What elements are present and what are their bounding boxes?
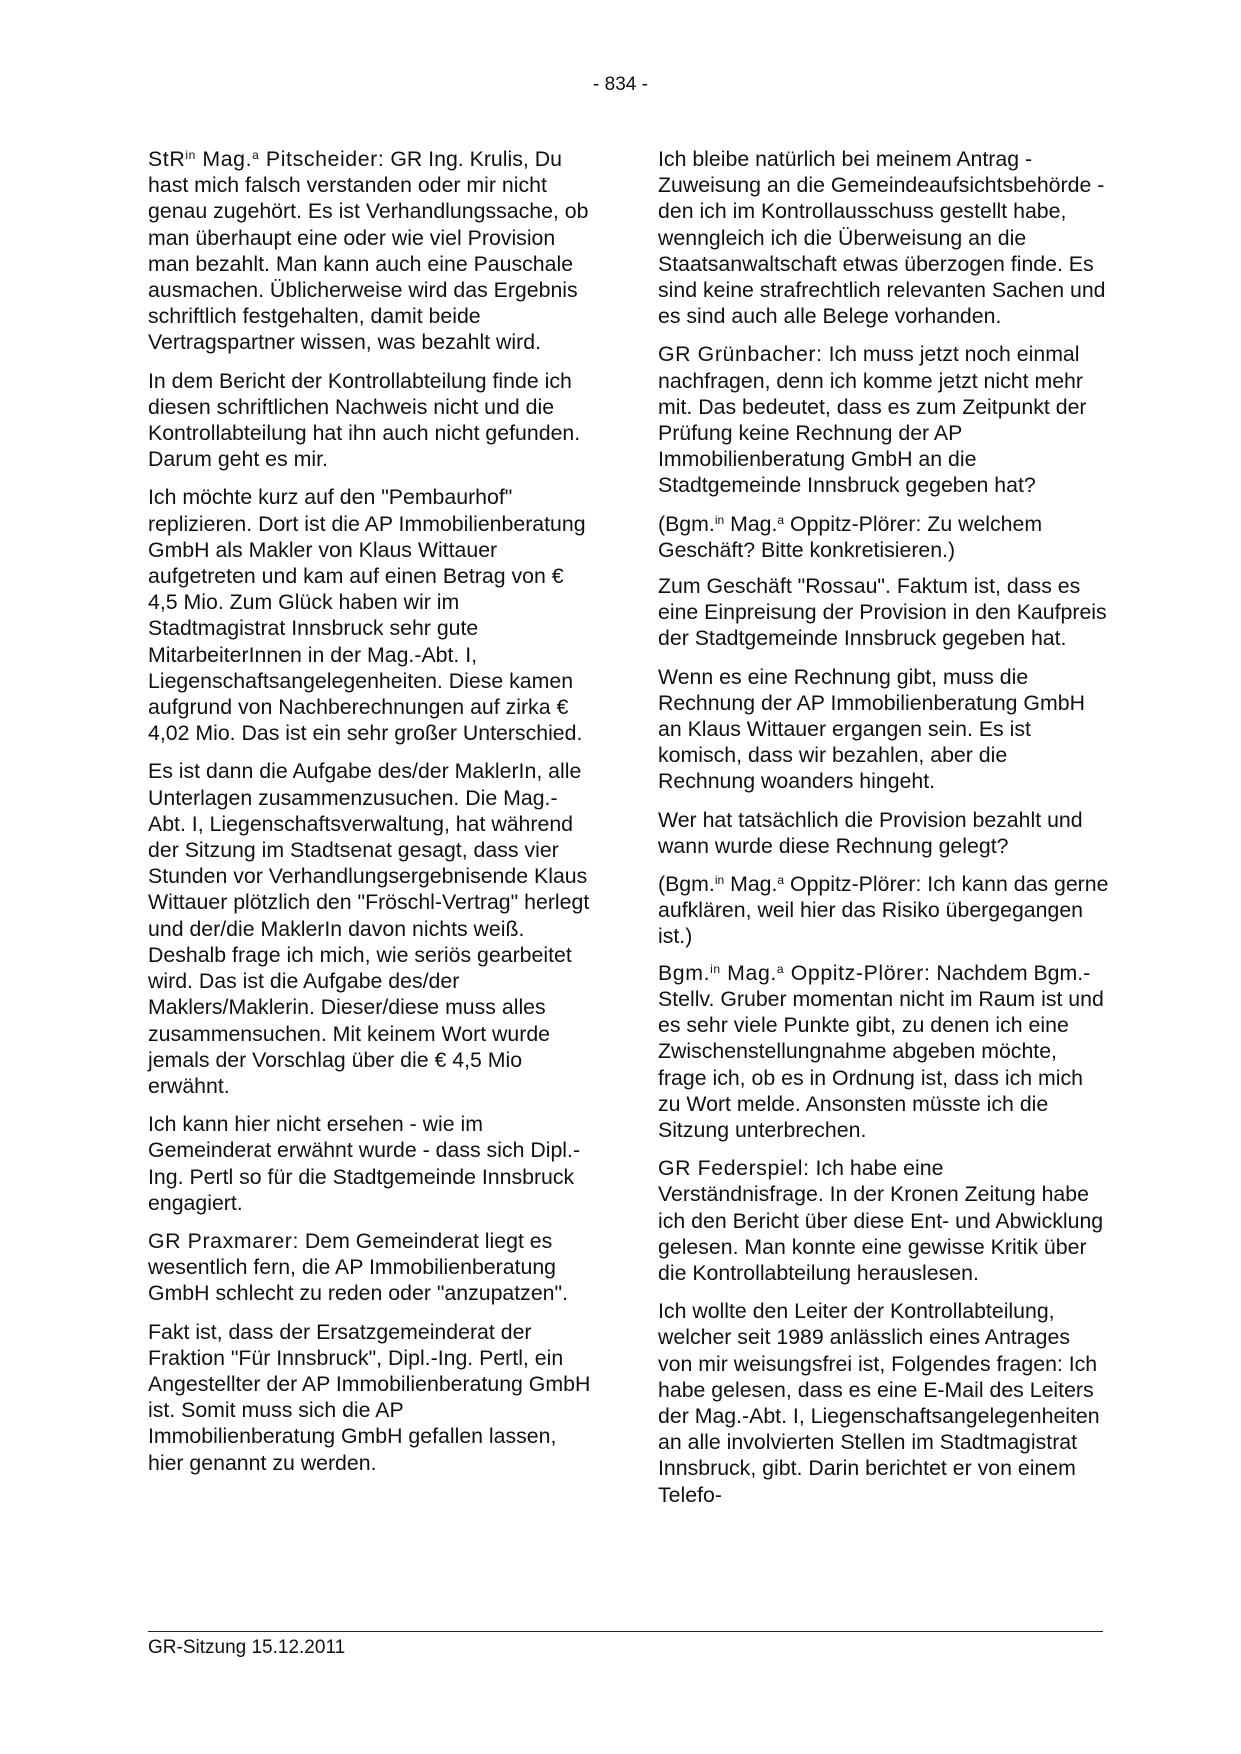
paragraph: Ich bleibe natürlich bei meinem Antrag - Zuweisung an die Gemeindeaufsichtsbehörde - den ich im Kontrollausschuss gestellt habe, wenngleich ich die Überweisung an die Staatsanwaltschaft etwas überzogen finde. Es sind keine strafrechtlich relevanten Sachen und es sind auch alle Belege vorhanden. <box>658 147 1106 329</box>
paragraph: Fakt ist, dass der Ersatzgemeinderat der Fraktion "Für Innsbruck", Dipl.-Ing. Pertl, ein Angestellter der AP Immobilienberatung GmbH ist. Somit muss sich die AP Immobilienberatung GmbH gefallen lassen, hier genannt zu werden. <box>148 1319 591 1475</box>
paragraph: Wer hat tatsächlich die Provision bezahlt und wann wurde diese Rechnung gelegt? <box>658 807 1083 858</box>
paragraph: Ich möchte kurz auf den "Pembaurhof" replizieren. Dort ist die AP Immobilienberatung GmbH als Makler von Klaus Wittauer aufgetreten und kam auf einen Betrag von € 4,5 Mio. Zum Glück haben wir im Stadtmagistrat Innsbruck sehr gute MitarbeiterInnen in der Mag.-Abt. I, Liegenschaftsangelegenheiten. Diese kamen aufgrund von Nachberechnungen auf zirka € 4,02 Mio. Das ist ein sehr großer Unterschied. <box>148 485 586 746</box>
footer-divider <box>148 1631 1103 1632</box>
speaker-name: GR Praxmarer: <box>148 1228 299 1253</box>
paragraph: Zum Geschäft "Rossau". Faktum ist, dass es eine Einpreisung der Provision in den Kaufpreis der Stadtgemeinde Innsbruck gegeben hat. <box>658 574 1107 651</box>
paragraph: GR Grünbacher: Ich muss jetzt noch einmal nachfragen, denn ich komme jetzt nicht mehr mit. Das bedeutet, dass es zum Zeitpunkt der Prüfung keine Rechnung der AP Immobilienberatung GmbH an die Stadtgemeinde Innsbruck gegeben hat? <box>658 342 1087 498</box>
speaker-name: GR Federspiel: <box>658 1156 810 1181</box>
speaker-name: StR$^{in}$ Mag.$^a$ Pitscheider: <box>148 147 385 171</box>
paragraph: Ich kann hier nicht ersehen - wie im Gemeinderat erwähnt wurde - dass sich Dipl.-Ing. Pertl so für die Stadtgemeinde Innsbruck engagiert. <box>148 1112 581 1215</box>
left-column <box>148 146 594 1488</box>
paragraph: Ich wollte den Leiter der Kontrollabteilung, welcher seit 1989 anlässlich eines Antrages von mir weisungsfrei ist, Folgendes fragen: Ich habe gelesen, dass es eine E-Mail des Leiters der Mag.-Abt. I, Liegenschaftsangelegenheiten an alle involvierten Stellen im Stadtmagistrat Innsbruck, gibt. Darin berichtet er von einem Telefo- <box>658 1299 1100 1507</box>
paragraph: GR Praxmarer: Dem Gemeinderat liegt es wesentlich fern, die AP Immobilienberatung GmbH schlecht zu reden oder "anzupatzen". <box>148 1228 568 1306</box>
interjection: (Bgm.$^{in}$ Mag.$^a$ Oppitz-Plörer: Zu welchem Geschäft? Bitte konkretisieren.) <box>658 511 1043 562</box>
paragraph: GR Federspiel: Ich habe eine Verständnisfrage. In der Kronen Zeitung habe ich den Bericht über diese Ent- und Abwicklung gelesen. Man konnte eine gewisse Kritik über die Kontrollabteilung herauslesen. <box>658 1156 1104 1285</box>
paragraph: StR$^{in}$ Mag.$^a$ Pitscheider: GR Ing. Krulis, Du hast mich falsch verstanden oder mir nicht genau zugehört. Es ist Verhandlungssache, ob man überhaupt eine oder wie viel Provision man bezahlt. Man kann auch eine Pauschale ausmachen. Üblicherweise wird das Ergebnis schriftlich festgehalten, damit beide Vertragspartner wissen, was bezahlt wird. <box>148 147 589 355</box>
footer-text: GR-Sitzung 15.12.2011 <box>148 1637 346 1658</box>
paragraph: Wenn es eine Rechnung gibt, muss die Rechnung der AP Immobilienberatung GmbH an Klaus Wittauer ergangen sein. Es ist komisch, dass wir bezahlen, aber die Rechnung woanders hingeht. <box>658 664 1085 794</box>
page-number: - 834 - <box>593 74 648 95</box>
paragraph: In dem Bericht der Kontrollabteilung finde ich diesen schriftlichen Nachweis nicht und die Kontrollabteilung hat ihn auch nicht gefunden. Darum geht es mir. <box>148 368 581 472</box>
paragraph: Bgm.$^{in}$ Mag.$^a$ Oppitz-Plörer: Nachdem Bgm.-Stellv. Gruber momentan nicht im Raum ist und es sehr viele Punkte gibt, zu denen ich eine Zwischenstellungnahme abgeben möchte, frage ich, ob es in Ordnung ist, dass ich mich zu Wort melde. Ansonsten müsste ich die Sitzung unterbrechen. <box>658 960 1104 1142</box>
right-column <box>658 146 1110 1520</box>
paragraph: Es ist dann die Aufgabe des/der MaklerIn, alle Unterlagen zusammenzusuchen. Die Mag.-Abt. I, Liegenschaftsverwaltung, hat während der Sitzung im Stadtsenat gesagt, dass vier Stunden vor Verhandlungsergebnisende Klaus Wittauer plötzlich den "Fröschl-Vertrag" herlegt und der/die MaklerIn davon nichts weiß. Deshalb frage ich mich, wie seriös gearbeitet wird. Das ist die Aufgabe des/der Maklers/Maklerin. Dieser/diese muss alles zusammensuchen. Mit keinem Wort wurde jemals der Vorschlag über die € 4,5 Mio erwähnt. <box>148 759 590 1098</box>
interjection: (Bgm.$^{in}$ Mag.$^a$ Oppitz-Plörer: Ich kann das gerne aufklären, weil hier das Risiko übergegangen ist.) <box>658 872 1109 949</box>
speaker-name: GR Grünbacher: <box>658 342 823 367</box>
speaker-name: Bgm.$^{in}$ Mag.$^a$ Oppitz-Plörer: <box>658 960 931 985</box>
